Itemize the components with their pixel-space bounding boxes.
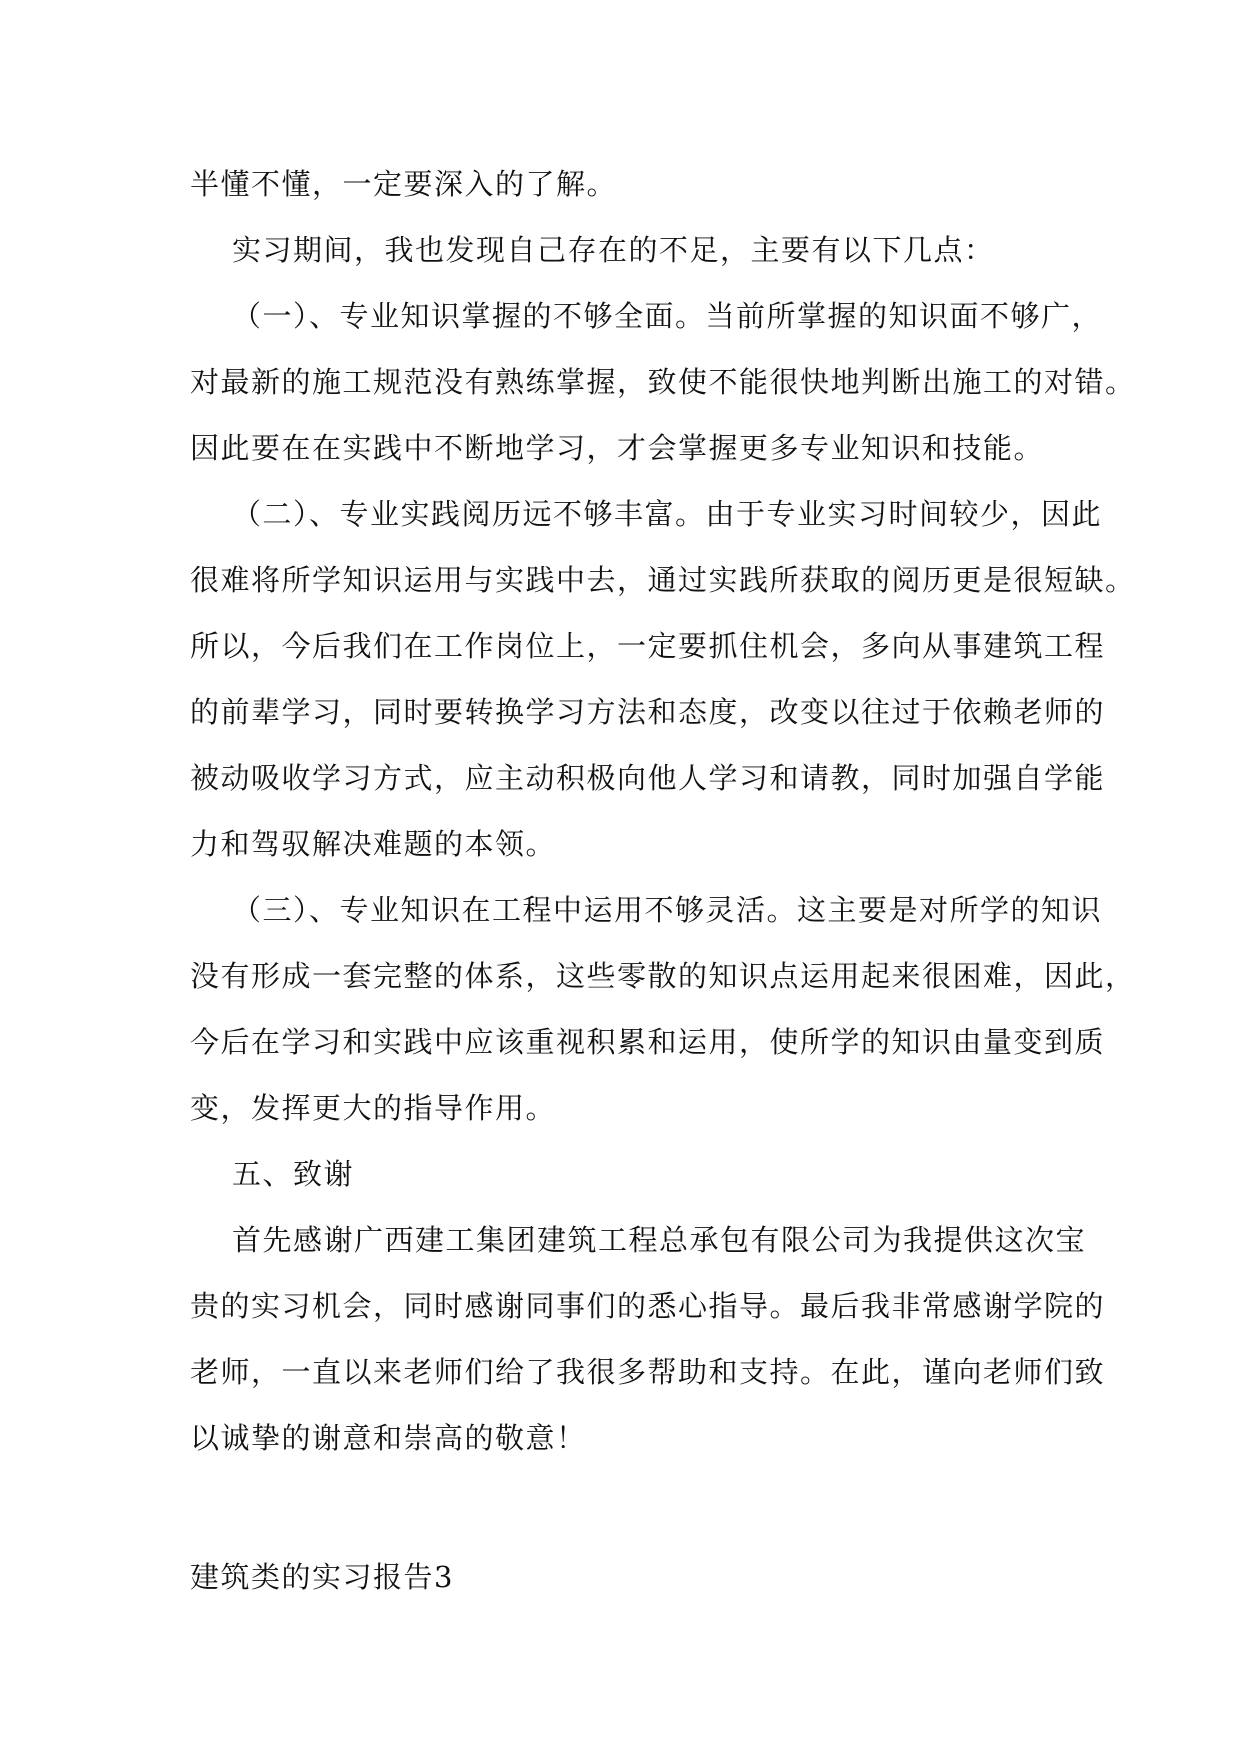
text-line: 变，发挥更大的指导作用。	[190, 1091, 557, 1125]
text-line: （三）、专业知识在工程中运用不够灵活。这主要是对所学的知识	[232, 893, 1103, 927]
text-line: 老师，一直以来老师们给了我很多帮助和支持。在此，谨向老师们致	[190, 1355, 1106, 1389]
text-line: （二）、专业实践阅历远不够丰富。由于专业实习时间较少，因此	[232, 497, 1103, 531]
text-line: 今后在学习和实践中应该重视积累和运用，使所学的知识由量变到质	[190, 1025, 1106, 1059]
text-line: （一）、专业知识掌握的不够全面。当前所掌握的知识面不够广，	[232, 299, 1103, 333]
text-line: 所以，今后我们在工作岗位上，一定要抓住机会，多向从事建筑工程	[190, 629, 1106, 663]
section-heading: 五、致谢	[232, 1157, 355, 1191]
text-line: 没有形成一套完整的体系，这些零散的知识点运用起来很困难，因此，	[190, 959, 1136, 993]
text-line: 半懂不懂，一定要深入的了解。	[190, 167, 618, 201]
text-line: 因此要在在实践中不断地学习，才会掌握更多专业知识和技能。	[190, 431, 1045, 465]
text-line: 被动吸收学习方式，应主动积极向他人学习和请教，同时加强自学能	[190, 761, 1106, 795]
text-line: 力和驾驭解决难题的本领。	[190, 827, 557, 861]
text-line: 实习期间，我也发现自己存在的不足，主要有以下几点：	[232, 233, 995, 267]
text-line: 很难将所学知识运用与实践中去，通过实践所获取的阅历更是很短缺。	[190, 563, 1136, 597]
text-line: 的前辈学习，同时要转换学习方法和态度，改变以往过于依赖老师的	[190, 695, 1106, 729]
text-line: 对最新的施工规范没有熟练掌握，致使不能很快地判断出施工的对错。	[190, 365, 1136, 399]
text-line: 首先感谢广西建工集团建筑工程总承包有限公司为我提供这次宝	[232, 1223, 1087, 1257]
text-line: 贵的实习机会，同时感谢同事们的悉心指导。最后我非常感谢学院的	[190, 1289, 1106, 1323]
text-line: 以诚挚的谢意和崇高的敬意！	[190, 1421, 587, 1455]
document-title: 建筑类的实习报告3	[190, 1560, 454, 1594]
